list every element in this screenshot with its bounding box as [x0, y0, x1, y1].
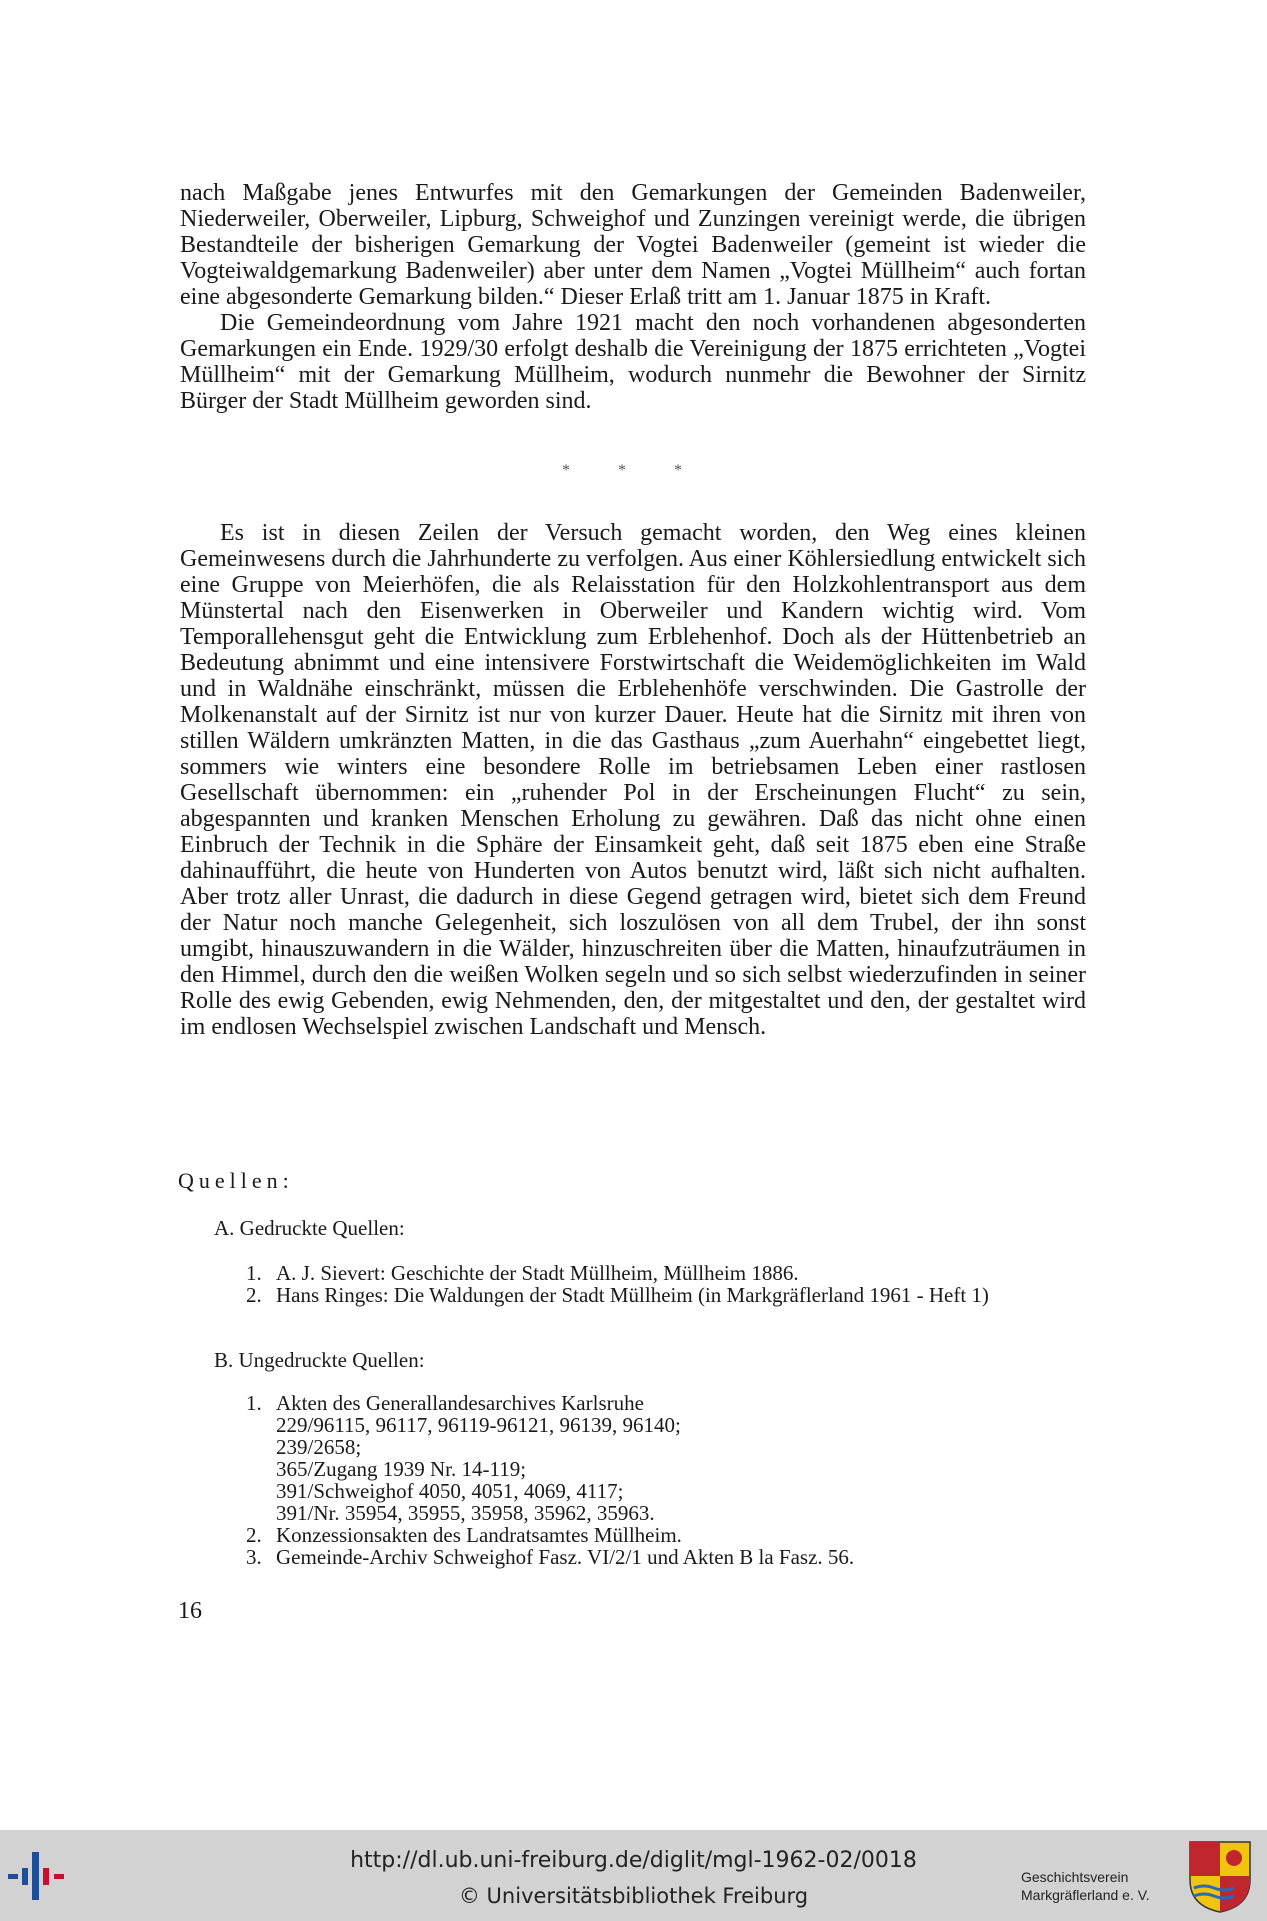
- paragraph-municipal-order: Die Gemeindeordnung vom Jahre 1921 macht den noch vorhandenen abgesonderten Gemarkungen ein Ende. 1929/30 erfolgt deshalb die Vereinigung der 1875 errichteten „Vogtei Müllheim“ mit der Gemarkung Müllheim, wodurch nunmehr die Bewohner der Sirnitz Bürger der Stadt Müllheim geworden sind.: [180, 310, 1086, 414]
- unprinted-sources-list: [246, 1392, 1086, 1568]
- viewer-footer: [0, 1830, 1267, 1921]
- coat-of-arms-icon: [1188, 1840, 1252, 1914]
- unprinted-sources-label: B. Ungedruckte Quellen:: [214, 1348, 425, 1372]
- paragraph-decree: nach Maßgabe jenes Entwurfes mit den Gemarkungen der Gemeinden Badenweiler, Niederweiler, Oberweiler, Lipburg, Schweighof und Zunzingen vereinigt werde, die übrigen Bestandteile der bisherigen Gemarkung der Vogtei Badenweiler (gemeint ist wieder die Vogteiwaldgemarkung Badenweiler) aber unter dem Namen „Vogtei Müllheim“ auch fortan eine abgesonderte Gemarkung bilden.“ Dieser Erlaß tritt am 1. Januar 1875 in Kraft.: [180, 180, 1086, 310]
- source-author: A. J. Sievert:: [276, 1261, 386, 1285]
- list-item: 2. Konzessionsakten des Landratsamtes Müllheim.: [246, 1524, 1086, 1546]
- page-number: 16: [178, 1598, 202, 1624]
- permalink[interactable]: http://dl.ub.uni-freiburg.de/diglit/mgl-1962-02/0018: [350, 1848, 917, 1873]
- source-title: Geschichte der Stadt Müllheim, Müllheim 1886.: [390, 1261, 799, 1285]
- list-item: 1. A. J. Sievert: Geschichte der Stadt Müllheim, Müllheim 1886.: [246, 1262, 1086, 1284]
- printed-sources-label: A. Gedruckte Quellen:: [214, 1216, 405, 1240]
- source-title: Gemeinde-Archiv Schweighof Fasz. VI/2/1 und Akten B la Fasz. 56.: [276, 1545, 855, 1569]
- list-item: 1. Akten des Generallandesarchives Karlsruhe 229/96115, 96117, 96119-96121, 96139, 96140; 239/2658; 365/Zugang 1939 Nr. 14-119; 391/Schweighof 4050, 4051, 4069, 4117; 391/Nr. 35954, 35955, 35958, 35962, 35963.: [246, 1392, 1086, 1524]
- society-name: Geschichtsverein Markgräflerland e. V.: [1021, 1869, 1150, 1903]
- source-title: Die Waldungen der Stadt Müllheim (in Markgräflerland 1961 - Heft 1): [393, 1283, 989, 1307]
- archive-reference: 239/2658;: [276, 1435, 362, 1459]
- archive-reference: 391/Nr. 35954, 35955, 35958, 35962, 35963.: [276, 1501, 655, 1525]
- archive-reference: 229/96115, 96117, 96119-96121, 96139, 96140;: [276, 1413, 681, 1437]
- list-item: 3. Gemeinde-Archiv Schweighof Fasz. VI/2/1 und Akten B la Fasz. 56.: [246, 1546, 1086, 1568]
- article-text-conclusion: [180, 520, 1086, 1040]
- list-item: 2. Hans Ringes: Die Waldungen der Stadt Müllheim (in Markgräflerland 1961 - Heft 1): [246, 1284, 1086, 1306]
- copyright-notice: © Universitätsbibliothek Freiburg: [458, 1884, 809, 1908]
- archive-reference: 391/Schweighof 4050, 4051, 4069, 4117;: [276, 1479, 624, 1503]
- section-separator: * * *: [562, 462, 704, 479]
- source-title: Akten des Generallandesarchives Karlsruhe: [276, 1391, 644, 1415]
- sources-heading: Quellen:: [178, 1168, 294, 1193]
- article-text-upper: [180, 180, 1086, 414]
- source-title: Konzessionsakten des Landratsamtes Müllheim.: [276, 1523, 682, 1547]
- paragraph-conclusion: Es ist in diesen Zeilen der Versuch gemacht worden, den Weg eines kleinen Gemeinwesens durch die Jahrhunderte zu verfolgen. Aus einer Köhlersiedlung entwickelt sich eine Gruppe von Meierhöfen, die als Relaisstation für den Holzkohlentransport aus dem Münstertal nach den Eisenwerken in Oberweiler und Kandern wichtig wird. Vom Temporallehensgut geht die Entwicklung zum Erblehenhof. Doch als der Hüttenbetrieb an Bedeutung abnimmt und eine intensivere Forstwirtschaft die Weidemöglichkeiten im Wald und in Waldnähe einschränkt, müssen die Erblehenhöfe verschwinden. Die Gastrolle der Molkenanstalt auf der Sirnitz ist nur von kurzer Dauer. Heute hat die Sirnitz mit ihren von stillen Wäldern umkränzten Matten, in die das Gasthaus „zum Auerhahn“ eingebettet liegt, sommers wie winters eine besondere Rolle im betriebsamen Leben einer rastlosen Gesellschaft übernommen: ein „ruhender Pol in der Erscheinungen Flucht“ zu sein, abgespannten und kranken Menschen Erholung zu gewähren. Daß das nicht ohne einen Einbruch der Technik in die Sphäre der Einsamkeit geht, daß seit 1875 eben eine Straße dahinaufführt, die heute von Hunderten von Autos benutzt wird, läßt sich nicht aufhalten. Aber trotz aller Unrast, die dadurch in diese Gegend getragen wird, bietet sich dem Freund der Natur noch manche Gelegenheit, sich loszulösen von all dem Trubel, der ihn sonst umgibt, hinauszuwandern in die Wälder, hinzuschreiten über die Matten, hinaufzuträumen in den Himmel, durch den die weißen Wolken segeln und so sich selbst wiederzufinden in seiner Rolle des ewig Gebenden, ewig Nehmenden, den, der mitgestaltet und den, der gestaltet wird im endlosen Wechselspiel zwischen Landschaft und Mensch.: [180, 520, 1086, 1040]
- source-author: Hans Ringes:: [276, 1283, 389, 1307]
- printed-sources-list: [246, 1262, 1086, 1306]
- archive-reference: 365/Zugang 1939 Nr. 14-119;: [276, 1457, 527, 1481]
